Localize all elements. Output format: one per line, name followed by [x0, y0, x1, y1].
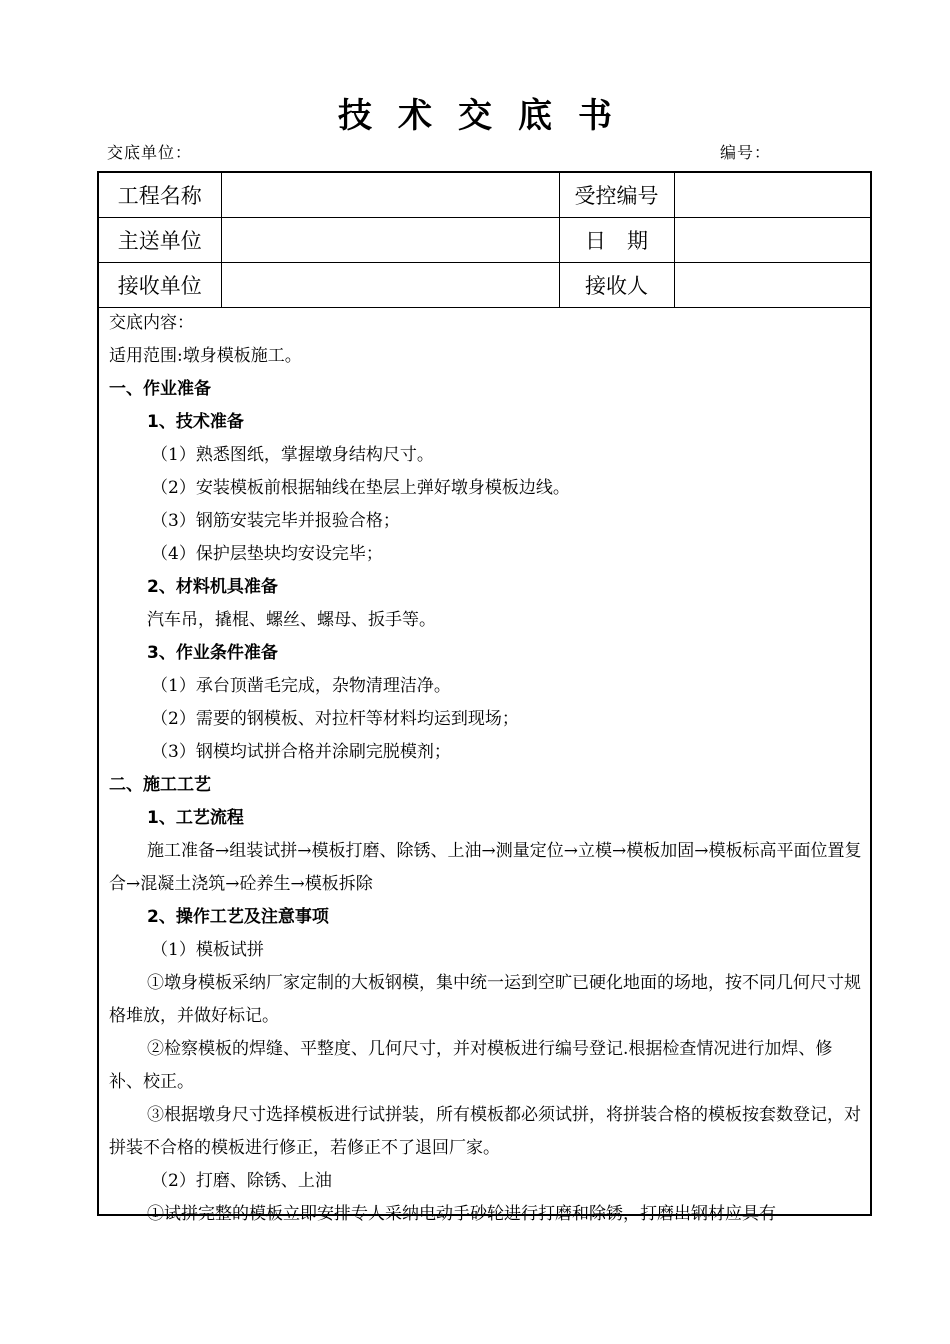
- sub-heading: （2）打磨、除锈、上油: [151, 1171, 332, 1191]
- subsection-heading: 1、工艺流程: [147, 808, 244, 828]
- section-heading: 一、作业准备: [109, 379, 211, 399]
- list-item: （2）需要的钢模板、对拉杆等材料均运到现场；: [151, 709, 519, 729]
- main-recipient-value[interactable]: [221, 218, 559, 263]
- paragraph: ①墩身模板采纳厂家定制的大板钢模，集中统一运到空旷已硬化地面的场地，按不同几何尺寸规格堆放，并做好标记。: [109, 973, 861, 1026]
- paragraph: 施工准备→组装试拼→模板打磨、除锈、上油→测量定位→立模→模板加固→模板标高平面位置复合→混凝土浇筑→砼养生→模板拆除: [109, 841, 862, 894]
- project-name-label: 工程名称: [99, 173, 221, 218]
- project-name-value[interactable]: [221, 173, 559, 218]
- header-row-project: [99, 173, 870, 218]
- main-recipient-label: 主送单位: [99, 218, 221, 263]
- document-title: 技术交底书: [338, 96, 638, 136]
- control-number-label: 受控编号: [559, 173, 674, 218]
- list-item: （2）安装模板前根据轴线在垫层上弹好墩身模板边线。: [151, 478, 570, 498]
- paragraph: ③根据墩身尺寸选择模板进行试拼装，所有模板都必须试拼，将拼装合格的模板按套数登记，对拼装不合格的模板进行修正，若修正不了退回厂家。: [109, 1105, 861, 1158]
- control-number-value[interactable]: [674, 173, 870, 218]
- paragraph: ②检察模板的焊缝、平整度、几何尺寸，并对模板进行编号登记.根据检查情况进行加焊、修补、校正。: [109, 1039, 833, 1092]
- issuing-unit-label: 交底单位：: [107, 143, 193, 162]
- header-row-receiver: [99, 263, 870, 308]
- paragraph: ①试拼完整的模板立即安排专人采纳电动手砂轮进行打磨和除锈，打磨出钢材应具有: [147, 1204, 776, 1224]
- subsection-heading: 3、作业条件准备: [147, 643, 278, 663]
- receiver-label: 接收人: [559, 263, 674, 308]
- document-number-label: 编号：: [720, 143, 772, 162]
- list-item: （4）保护层垫块均安设完毕；: [151, 544, 383, 564]
- list-item: （3）钢筋安装完毕并报验合格；: [151, 511, 400, 531]
- document-frame: [97, 171, 872, 1224]
- briefing-content: [109, 307, 864, 1231]
- list-item: （1）熟悉图纸，掌握墩身结构尺寸。: [151, 445, 434, 465]
- list-item: （1）承台顶凿毛完成，杂物清理洁净。: [151, 676, 451, 696]
- receiving-unit-value[interactable]: [221, 263, 559, 308]
- header-table: [99, 173, 870, 308]
- content-intro: 交底内容：: [109, 313, 194, 333]
- date-value[interactable]: [674, 218, 870, 263]
- receiver-value[interactable]: [674, 263, 870, 308]
- section-heading: 二、施工工艺: [109, 775, 211, 795]
- header-row-recipient-unit: [99, 218, 870, 263]
- sub-heading: （1）模板试拼: [151, 940, 264, 960]
- subsection-heading: 2、操作工艺及注意事项: [147, 907, 329, 927]
- receiving-unit-label: 接收单位: [99, 263, 221, 308]
- scope-text: 适用范围:墩身模板施工。: [109, 346, 302, 366]
- list-item: （3）钢模均试拼合格并涂刷完脱模剂；: [151, 742, 451, 762]
- subsection-heading: 1、技术准备: [147, 412, 244, 432]
- date-label: 日 期: [559, 218, 674, 263]
- subsection-heading: 2、材料机具准备: [147, 577, 278, 597]
- paragraph: 汽车吊，撬棍、螺丝、螺母、扳手等。: [147, 610, 436, 630]
